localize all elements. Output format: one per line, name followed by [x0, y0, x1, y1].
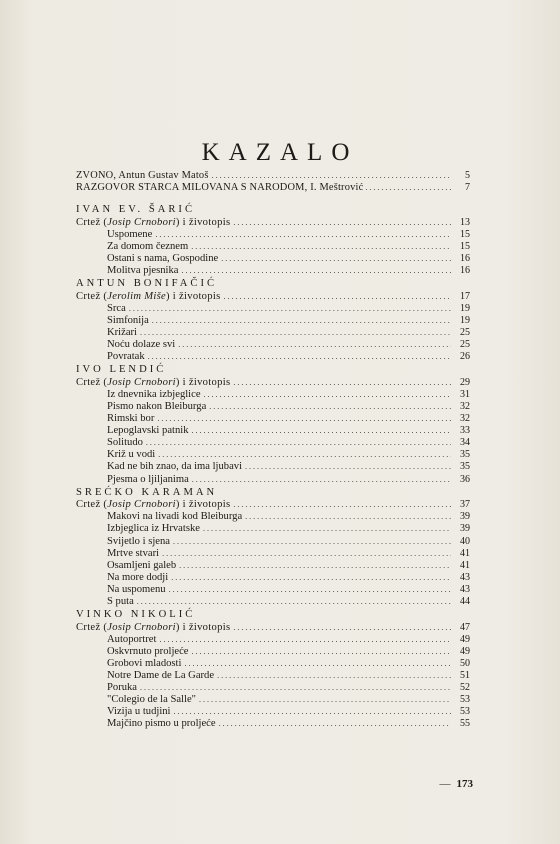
drawing-entry-title: Crtež (Josip Crnobori) i životopis	[76, 621, 231, 633]
toc-entry-page: 5	[465, 170, 470, 181]
toc-entry-title: Križ u vodi	[107, 449, 156, 461]
dot-leader	[129, 303, 451, 315]
toc-entry-page: 15	[460, 240, 470, 252]
toc-entry-title: Vizija u tudjini	[107, 706, 171, 718]
toc-entry-page: 51	[460, 670, 470, 682]
toc-entry-title: Uspomene	[107, 228, 153, 240]
toc-entry-title: Rimski bor	[107, 413, 155, 425]
toc-entry-title: Izbjeglica iz Hrvatske	[107, 523, 200, 535]
toc-entry-page: 43	[460, 571, 470, 583]
toc-entry-title: Iz dnevnika izbjeglice	[107, 388, 201, 400]
dot-leader	[140, 327, 451, 339]
dot-leader	[192, 646, 452, 658]
drawing-entry-title: Crtež (Josip Crnobori) i životopis	[76, 376, 231, 388]
toc-entry-page: 19	[460, 314, 470, 326]
toc-entry-title: Na more dodji	[107, 571, 169, 583]
dot-leader	[169, 584, 451, 596]
toc-entry-title: Svijetlo i sjena	[107, 535, 170, 547]
dot-leader	[140, 682, 451, 694]
toc-entry	[76, 241, 470, 253]
dot-leader	[174, 706, 451, 718]
author-heading: IVAN EV. ŠARIĆ	[76, 204, 196, 215]
toc-entry-page: 19	[460, 302, 470, 314]
drawing-entry	[76, 217, 470, 229]
toc-entry-title: Poruka	[107, 682, 138, 694]
dot-leader	[162, 548, 451, 560]
toc-entry-title: Majčino pismo u proljeće	[107, 718, 216, 730]
dot-leader	[192, 474, 451, 486]
toc-entry	[76, 536, 470, 548]
dot-leader	[233, 217, 451, 229]
toc-entry-page: 36	[460, 473, 470, 485]
toc-entry-title: ZVONO, Antun Gustav Matoš	[76, 170, 209, 181]
toc-entry	[76, 339, 470, 351]
toc-entry-page: 35	[460, 449, 470, 461]
author-heading: ANTUN BONIFAČIĆ	[76, 278, 218, 290]
toc-entry	[76, 303, 470, 315]
toc-entry-page: 49	[460, 645, 470, 657]
dot-leader	[233, 377, 451, 389]
dot-leader	[178, 339, 451, 351]
toc-entry	[76, 523, 470, 535]
toc-entry	[76, 315, 470, 327]
dot-leader	[212, 170, 451, 182]
table-of-contents	[76, 170, 470, 731]
toc-entry-title: Osamljeni galeb	[107, 559, 177, 571]
toc-entry	[76, 461, 470, 473]
author-heading: VINKO NIKOLIĆ	[76, 609, 196, 621]
page-number-value: 173	[456, 778, 473, 790]
toc-entry-page: 29	[460, 376, 470, 388]
toc-entry	[76, 572, 470, 584]
dot-leader	[365, 182, 452, 194]
toc-entry	[76, 718, 470, 730]
toc-entry-title: Notre Dame de La Garde	[107, 670, 215, 682]
toc-entry-page: 40	[460, 535, 470, 547]
toc-entry	[76, 474, 470, 486]
toc-entry-page: 43	[460, 583, 470, 595]
toc-entry-page: 47	[460, 621, 470, 633]
dot-leader	[203, 523, 451, 535]
dot-leader	[173, 536, 451, 548]
author-heading: SREĆKO KARAMAN	[76, 486, 218, 498]
dot-leader	[217, 670, 451, 682]
dot-leader	[224, 291, 451, 303]
toc-entry	[76, 694, 470, 706]
toc-entry-page: 17	[460, 290, 470, 302]
dot-leader	[148, 351, 451, 363]
toc-entry	[76, 560, 470, 572]
dot-leader	[157, 413, 451, 425]
dot-leader	[221, 253, 451, 265]
toc-entry-title: Solitudo	[107, 437, 143, 449]
toc-entry-title: Grobovi mladosti	[107, 657, 182, 669]
toc-entry	[76, 265, 470, 277]
toc-entry-page: 32	[460, 401, 470, 412]
dot-leader	[146, 437, 451, 449]
drawing-entry-title: Crtež (Jerolim Miše) i životopis	[76, 290, 221, 302]
toc-entry-page: 41	[460, 559, 470, 571]
toc-entry	[76, 229, 470, 241]
drawing-entry-title: Crtež (Josip Crnobori) i životopis	[76, 216, 231, 228]
toc-entry-title: Noću dolaze svi	[107, 339, 176, 351]
dot-leader	[184, 658, 451, 670]
dot-leader	[233, 499, 451, 511]
toc-entry	[76, 327, 470, 339]
toc-entry-page: 31	[460, 388, 470, 400]
toc-entry-page: 16	[460, 264, 470, 276]
toc-entry-title: Makovi na livadi kod Bleiburga	[107, 511, 243, 523]
dot-leader	[192, 425, 452, 437]
toc-entry-title: Simfonija	[107, 314, 149, 326]
spacer	[76, 193, 470, 203]
toc-entry-title: Pismo nakon Bleiburga	[107, 401, 207, 412]
dot-leader	[158, 449, 451, 461]
toc-entry-page: 55	[460, 718, 470, 730]
page-title: KAZALO	[201, 138, 359, 166]
toc-entry	[76, 401, 470, 413]
toc-entry-page: 25	[460, 339, 470, 351]
toc-entry-page: 15	[460, 228, 470, 240]
toc-entry-page: 33	[460, 425, 470, 437]
dot-leader	[137, 596, 451, 608]
toc-entry-title: Kad ne bih znao, da ima ljubavi	[107, 461, 243, 473]
dot-leader	[199, 694, 451, 706]
dot-leader	[191, 241, 451, 253]
toc-entry	[76, 548, 470, 560]
toc-entry-page: 16	[460, 252, 470, 264]
toc-entry	[76, 634, 470, 646]
drawing-entry	[76, 377, 470, 389]
toc-entry-title: RAZGOVOR STARCA MILOVANA S NARODOM, I. Meštrović	[76, 181, 364, 193]
toc-entry-page: 34	[460, 437, 470, 449]
toc-entry	[76, 351, 470, 363]
page-number	[440, 778, 474, 790]
toc-entry-title: Oskvrnuto proljeće	[107, 645, 189, 657]
toc-entry-page: 39	[460, 523, 470, 535]
toc-entry-title: Povratak	[107, 351, 145, 363]
toc-entry	[76, 682, 470, 694]
toc-entry-title: Mrtve stvari	[107, 547, 160, 559]
toc-entry-page: 44	[460, 596, 470, 607]
toc-entry-page: 53	[460, 694, 470, 706]
toc-entry	[76, 437, 470, 449]
dot-leader	[209, 401, 451, 413]
toc-entry-page: 52	[460, 682, 470, 694]
toc-entry-page: 53	[460, 706, 470, 718]
toc-entry-page: 25	[460, 326, 470, 338]
drawing-entry	[76, 499, 470, 511]
toc-entry	[76, 389, 470, 401]
dot-leader	[182, 265, 452, 277]
toc-entry	[76, 449, 470, 461]
toc-entry	[76, 182, 470, 194]
toc-entry-title: Pjesma o ljiljanima	[107, 473, 189, 485]
toc-entry-page: 41	[460, 547, 470, 559]
toc-entry	[76, 425, 470, 437]
dot-leader	[159, 634, 451, 646]
toc-entry-title: Na uspomenu	[107, 583, 166, 595]
toc-entry	[76, 511, 470, 523]
toc-entry	[76, 670, 470, 682]
toc-entry-page: 50	[460, 657, 470, 669]
toc-entry-title: Srca	[107, 302, 126, 314]
toc-entry	[76, 596, 470, 608]
dot-leader	[204, 389, 451, 401]
dot-leader	[152, 315, 451, 327]
drawing-entry	[76, 291, 470, 303]
toc-entry-title: "Colegio de la Salle"	[107, 694, 196, 706]
dot-leader	[171, 572, 451, 584]
dot-leader	[179, 560, 451, 572]
toc-entry	[76, 658, 470, 670]
dot-leader	[219, 718, 451, 730]
toc-entry-page: 13	[460, 216, 470, 228]
toc-entry	[76, 706, 470, 718]
toc-entry-page: 35	[460, 461, 470, 473]
drawing-entry	[76, 622, 470, 634]
toc-entry-page: 39	[460, 511, 470, 523]
author-heading: IVO LENDIĆ	[76, 364, 167, 376]
dot-leader	[155, 229, 451, 241]
dot-leader	[233, 622, 451, 634]
dot-leader	[245, 511, 451, 523]
toc-entry-title: Za domom čeznem	[107, 240, 189, 252]
toc-entry-page: 32	[460, 413, 470, 425]
dot-leader	[245, 461, 451, 473]
toc-entry-title: Lepoglavski patnik	[107, 425, 189, 437]
toc-entry-title: Autoportret	[107, 633, 157, 645]
toc-entry-page: 49	[460, 633, 470, 645]
toc-entry	[76, 584, 470, 596]
page-number-dash: —	[439, 778, 451, 790]
toc-entry-page: 26	[460, 351, 470, 363]
toc-entry	[76, 646, 470, 658]
toc-entry-title: Ostani s nama, Gospodine	[107, 252, 219, 264]
toc-entry-title: S puta	[107, 596, 134, 607]
toc-entry-page: 7	[465, 181, 470, 193]
toc-entry-title: Križari	[107, 326, 137, 338]
toc-entry	[76, 413, 470, 425]
toc-entry	[76, 253, 470, 265]
drawing-entry-title: Crtež (Josip Crnobori) i životopis	[76, 499, 231, 511]
toc-entry-page: 37	[460, 499, 470, 511]
toc-entry	[76, 170, 470, 182]
toc-entry-title: Molitva pjesnika	[107, 264, 179, 276]
